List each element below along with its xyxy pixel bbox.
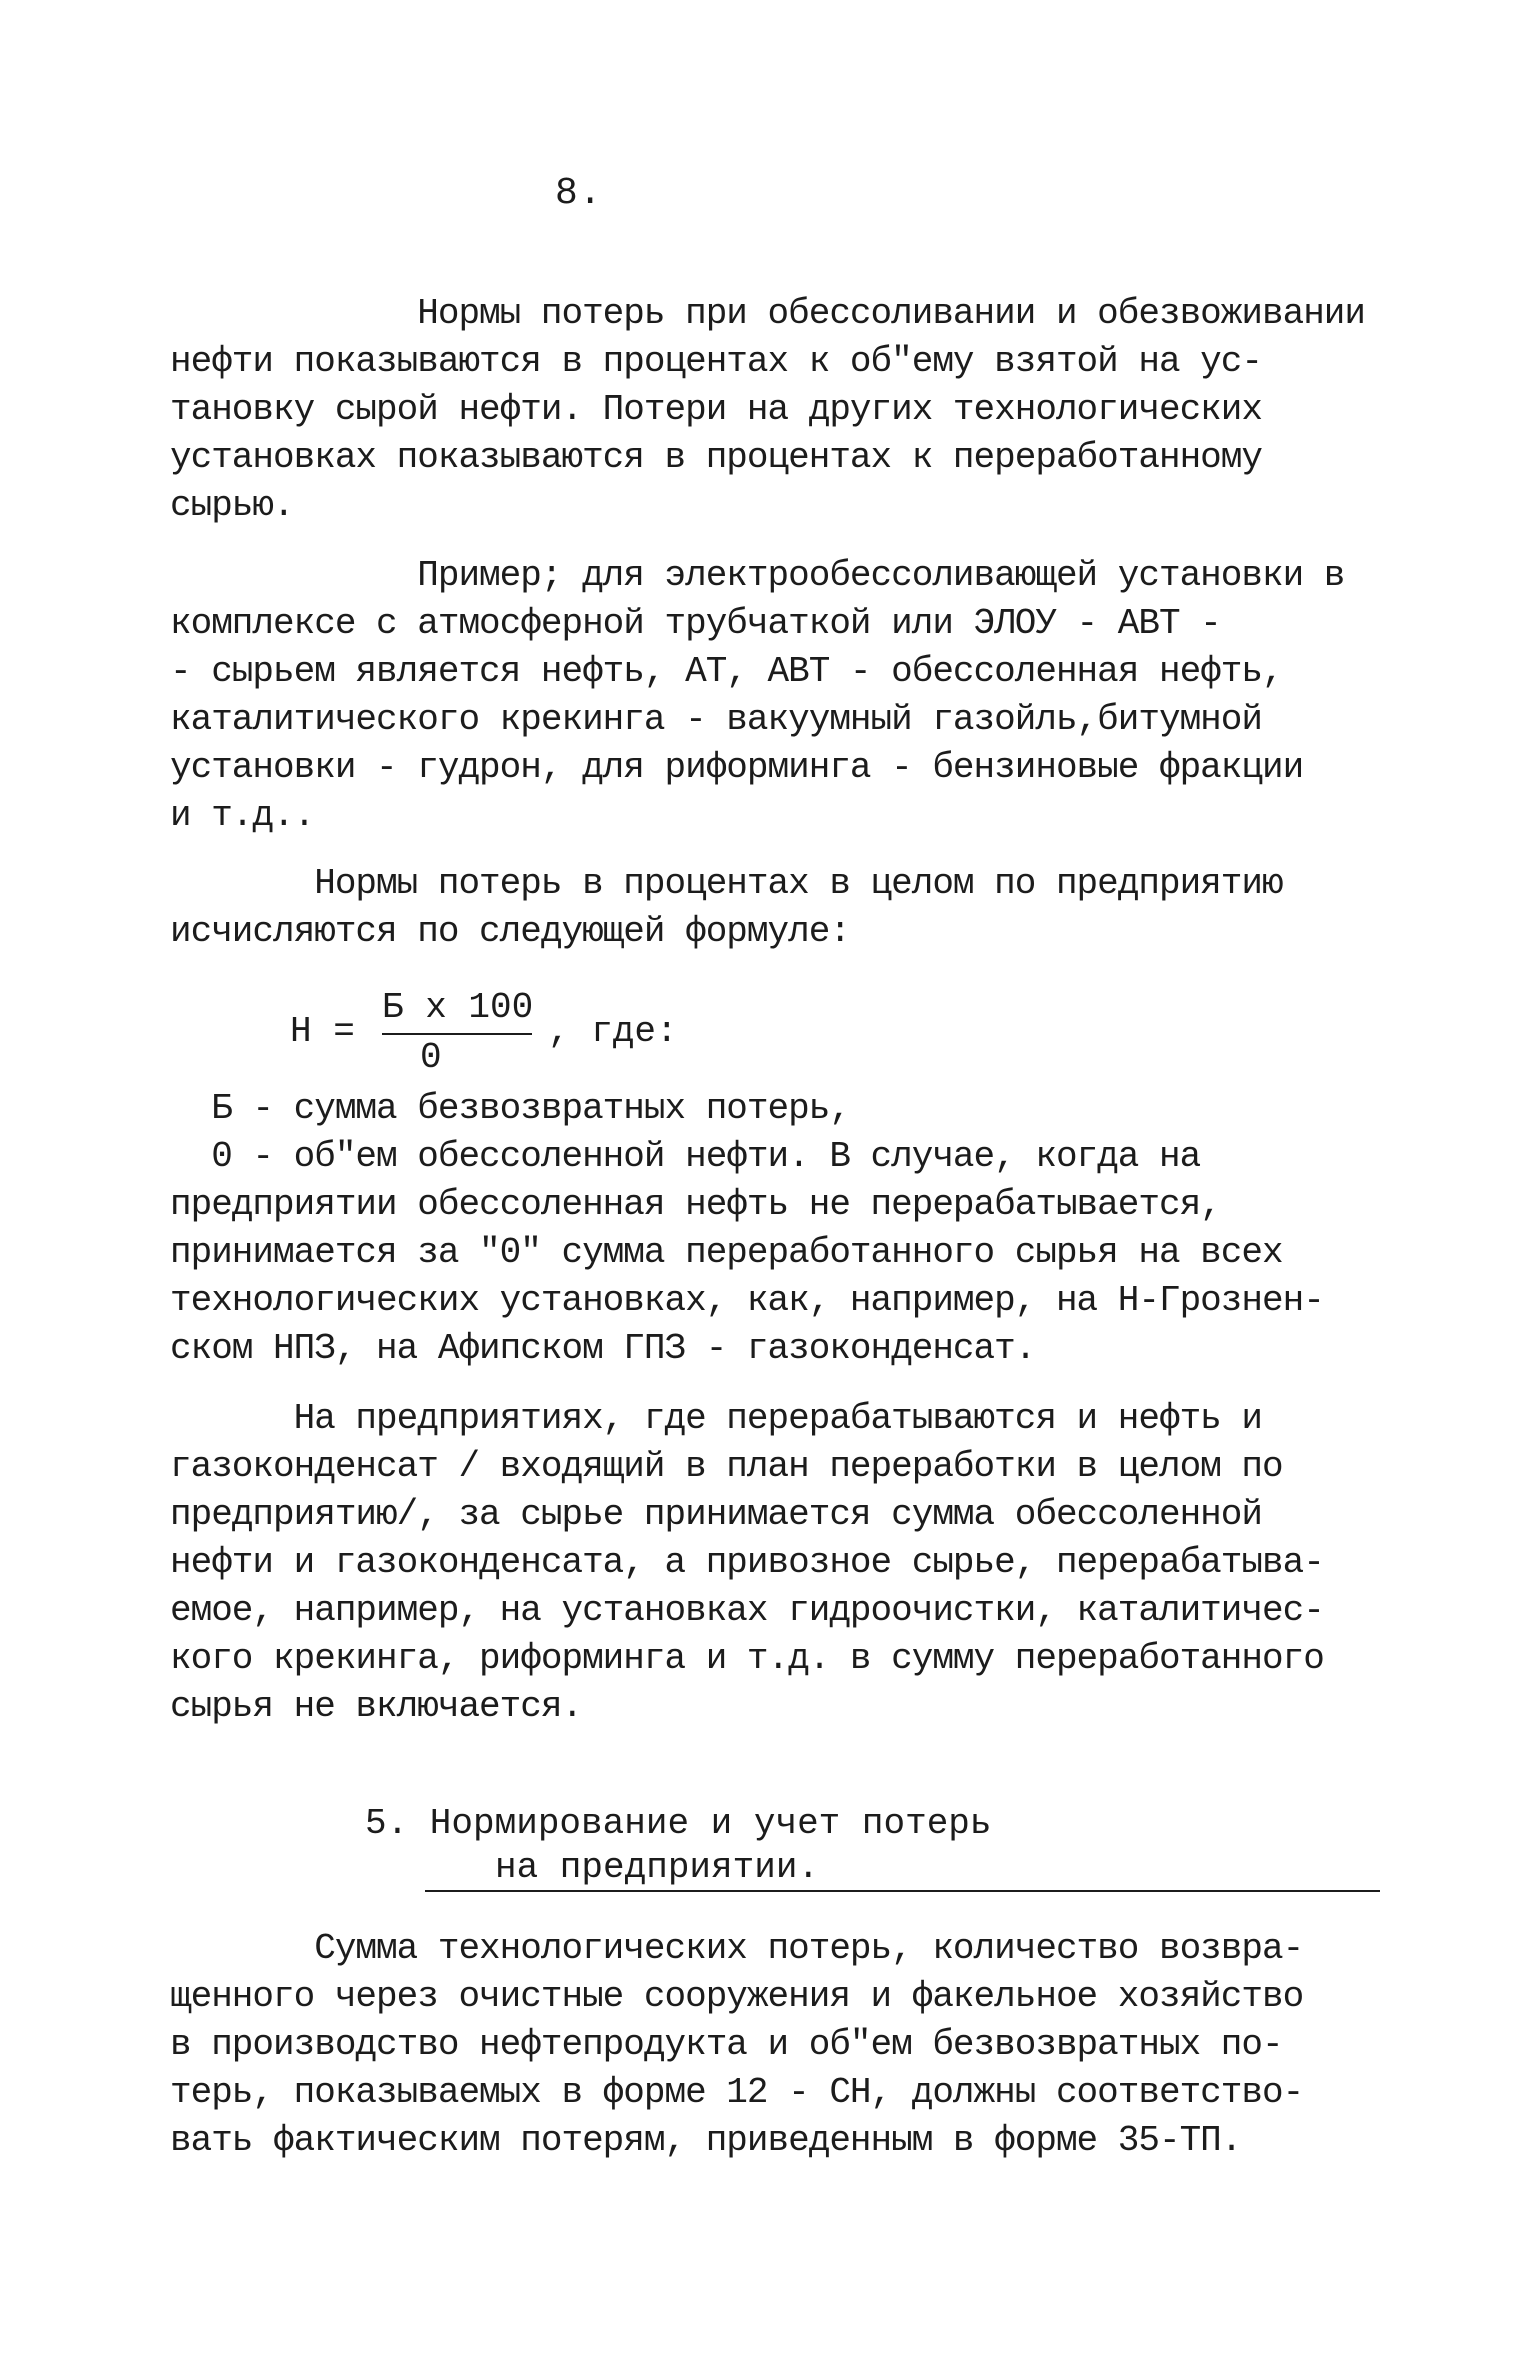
text-line: кого крекинга, риформинга и т.д. в сумму переработанного [170,1638,1324,1679]
text-line: установки - гудрон, для риформинга - бензиновые фракции [170,747,1304,788]
fraction-bar [382,1033,532,1035]
section-heading [365,1800,1065,1888]
text-line: и т.д.. [170,795,315,836]
text-line: Сумма технологических потерь, количество возвра- [170,1928,1304,1969]
paragraph-loss-norms [170,290,1370,530]
text-line: Б - сумма безвозвратных потерь, [170,1088,850,1129]
text-line: предприятию/, за сырье принимается сумма обессоленной [170,1494,1262,1535]
text-line: На предприятиях, где перерабатываются и нефть и [170,1398,1262,1439]
text-line: 0 - об"ем обессоленной нефти. В случае, когда на [170,1136,1201,1177]
text-line: установках показываются в процентах к переработанному [170,437,1262,478]
text-line: комплексе с атмосферной трубчаткой или ЭЛОУ - АВТ - [170,603,1221,644]
text-line: в производство нефтепродукта и об"ем безвозвратных по- [170,2024,1283,2065]
text-line: Пример; для электрообессоливающей установки в [170,555,1345,596]
page-number: 8. [555,172,603,215]
loss-formula [290,987,890,1095]
text-line: сырью. [170,485,294,526]
paragraph-formula-intro [170,860,1370,956]
text-line: газоконденсат / входящий в план переработки в целом по [170,1446,1283,1487]
text-line: сырья не включается. [170,1686,583,1727]
text-line: терь, показываемых в форме 12 - СН, должны соответство- [170,2072,1304,2113]
formula-definitions [170,1085,1370,1373]
section-heading-line-2: на предприятии. [495,1847,820,1888]
text-line: вать фактическим потерям, приведенным в форме 35-ТП. [170,2120,1242,2161]
text-line: ском НПЗ, на Афипском ГПЗ - газоконденсат. [170,1328,1036,1369]
formula-denominator: 0 [420,1037,442,1078]
text-line: тановку сырой нефти. Потери на других технологических [170,389,1262,430]
text-line: нефти показываются в процентах к об"ему взятой на ус- [170,341,1262,382]
text-line: - сырьем является нефть, АТ, АВТ - обессоленная нефть, [170,651,1283,692]
formula-numerator: Б х 100 [382,987,534,1028]
text-line: емое, например, на установках гидроочистки, каталитичес- [170,1590,1324,1631]
heading-underline [425,1890,1380,1892]
text-line: исчисляются по следующей формуле: [170,911,850,952]
formula-lhs: Н = [290,1011,355,1052]
paragraph-example [170,552,1370,840]
formula-tail: , где: [548,1011,678,1052]
paragraph-enterprises [170,1395,1370,1731]
paragraph-loss-sum [170,1925,1370,2165]
text-line: технологических установках, как, например, на Н-Грознен- [170,1280,1324,1321]
text-line: предприятии обессоленная нефть не перерабатывается, [170,1184,1221,1225]
text-line: Нормы потерь в процентах в целом по предприятию [170,863,1283,904]
text-line: каталитического крекинга - вакуумный газойль,битумной [170,699,1262,740]
text-line: принимается за "0" сумма переработанного сырья на всех [170,1232,1283,1273]
text-line: нефти и газоконденсата, а привозное сырье, перерабатыва- [170,1542,1324,1583]
text-line: Нормы потерь при обессоливании и обезвоживании [170,293,1366,334]
section-heading-line-1: 5. Нормирование и учет потерь [365,1803,992,1844]
text-line: щенного через очистные сооружения и факельное хозяйство [170,1976,1304,2017]
